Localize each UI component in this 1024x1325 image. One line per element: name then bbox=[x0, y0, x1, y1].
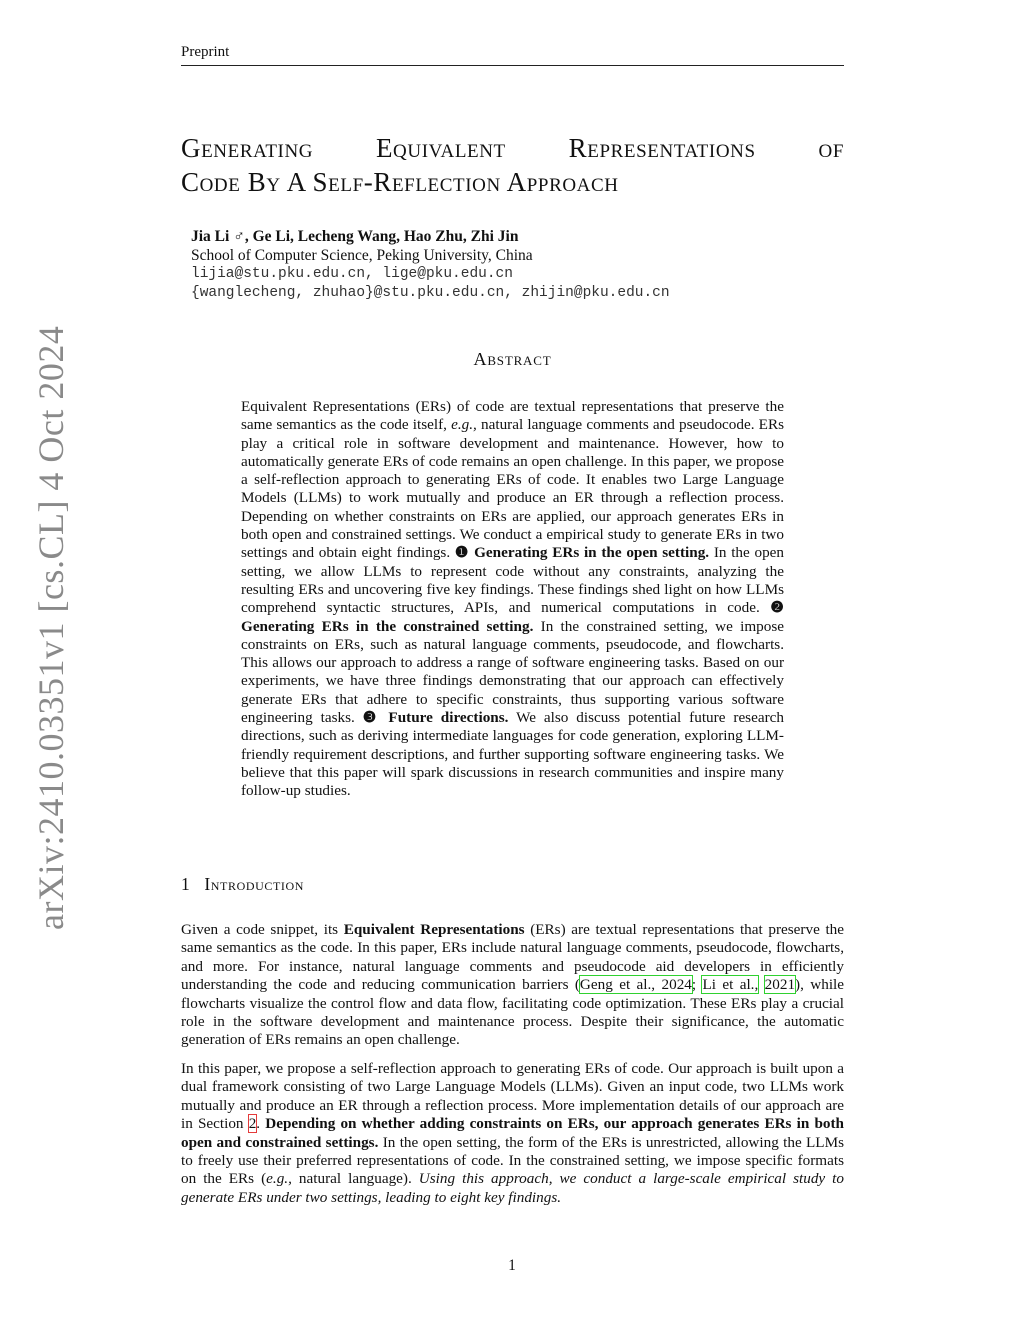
finding-1-label: ❶ Generating ERs in the open setting. bbox=[454, 544, 710, 562]
citation-li-2021-author[interactable]: Li et al., bbox=[702, 976, 759, 994]
author-emails-2: {wanglecheng, zhuhao}@stu.pku.edu.cn, zhijin@pku.edu.cn bbox=[191, 285, 670, 301]
paper-title bbox=[181, 131, 844, 199]
citation-geng-2024[interactable]: Geng et al., 2024 bbox=[579, 976, 692, 994]
section-heading-introduction bbox=[181, 874, 304, 895]
page-number: 1 bbox=[508, 1257, 516, 1274]
finding-3-label: ❸ Future directions. bbox=[362, 709, 509, 727]
intro-paragraph-1: Given a code snippet, its Equivalent Representations (ERs) are textual representations that preserve the same semantics as the code. In this paper, ERs include natural language comments, pseudocode, flowcharts, and more. For instance, natural language comments and pseudocode aid developers in efficiently understanding the code and reducing communication barriers (Geng et al., 2024; Li et al., 2021), while flowcharts visualize the control flow and data flow, facilitating code optimization. These ERs play a crucial role in the software development and maintenance process. Despite their significance, the automatic generation of ERs remains an open challenge. bbox=[181, 921, 845, 1049]
section-2-link[interactable]: 2 bbox=[248, 1115, 257, 1133]
author-emails-1: lijia@stu.pku.edu.cn, lige@pku.edu.cn bbox=[191, 266, 513, 282]
title-line-2: Code By A Self-Reflection Approach bbox=[181, 167, 619, 197]
section-number: 1 bbox=[181, 874, 191, 894]
author-block bbox=[191, 227, 670, 303]
intro-paragraph-2: In this paper, we propose a self-reflection approach to generating ERs of code. Our approach is built upon a dual framework consisting of two Large Language Models (LLMs). Given an input code, two LLMs work mutually and produce an ER through a reflection process. More implementation details of our approach are in Section 2. Depending on whether adding constraints on ERs, our approach generates ERs in both open and constrained settings. In the open setting, the form of the ERs is unrestricted, allowing the LLMs to freely use their preferred representations of code. In the constrained setting, we impose specific formats on the ERs (e.g., natural language). Using this approach, we conduct a large-scale empirical study to generate ERs under two settings, leading to eight key findings. bbox=[181, 1060, 844, 1206]
author-names: Jia Li ♂, Ge Li, Lecheng Wang, Hao Zhu, Zhi Jin bbox=[191, 228, 519, 245]
arxiv-identifier: arXiv:2410.03351v1 [cs.CL] 4 Oct 2024 bbox=[31, 325, 71, 930]
abstract-body: Equivalent Representations (ERs) of code are textual representations that preserve the same semantics as the code itself, e.g., natural language comments and pseudocode. ERs play a critical role in software development and maintenance. However, how to automatically generate ERs of code remains an open challenge. In this paper, we propose a self-reflection approach to generating ERs of code. It enables two Large Language Models (LLMs) to work mutually and produce an ER through a reflection process. Depending on whether constraints on ERs are applied, our approach generates ERs in both open and constrained settings. We conduct a empirical study to generate ERs in two settings and obtain eight findings. ❶ Generating ERs in the open setting. In the open setting, we allow LLMs to represent code without any constraints, analyzing the resulting ERs and uncovering five key findings. These findings shed light on how LLMs comprehend syntactic structures, APIs, and numerical computations in code. ❷ Generating ERs in the constrained setting. In the constrained setting, we impose constraints on ERs, such as natural language comments, pseudocode, and flowcharts. This allows our approach to address a range of software engineering tasks. Based on our experiments, we have three findings demonstrating that our approach can effectively generate ERs that adhere to specific constraints, thus supporting various software engineering tasks. ❸ Future directions. We also discuss potential future research directions, such as deriving intermediate languages for code generation, exploring LLM-friendly requirement descriptions, and further supporting software engineering tasks. We believe that this paper will spark discussions in research communities and inspire many follow-up studies. bbox=[241, 398, 785, 800]
finding-2-label: ❷ Generating ERs in the constrained setting. bbox=[241, 599, 784, 635]
abstract-heading: Abstract bbox=[473, 349, 552, 369]
running-header: Preprint bbox=[181, 44, 844, 66]
section-title: Introduction bbox=[204, 874, 305, 894]
title-line-1: Generating Equivalent Representations of bbox=[181, 133, 844, 163]
citation-li-2021-year[interactable]: 2021 bbox=[764, 976, 796, 994]
affiliation: School of Computer Science, Peking University, China bbox=[191, 247, 533, 264]
